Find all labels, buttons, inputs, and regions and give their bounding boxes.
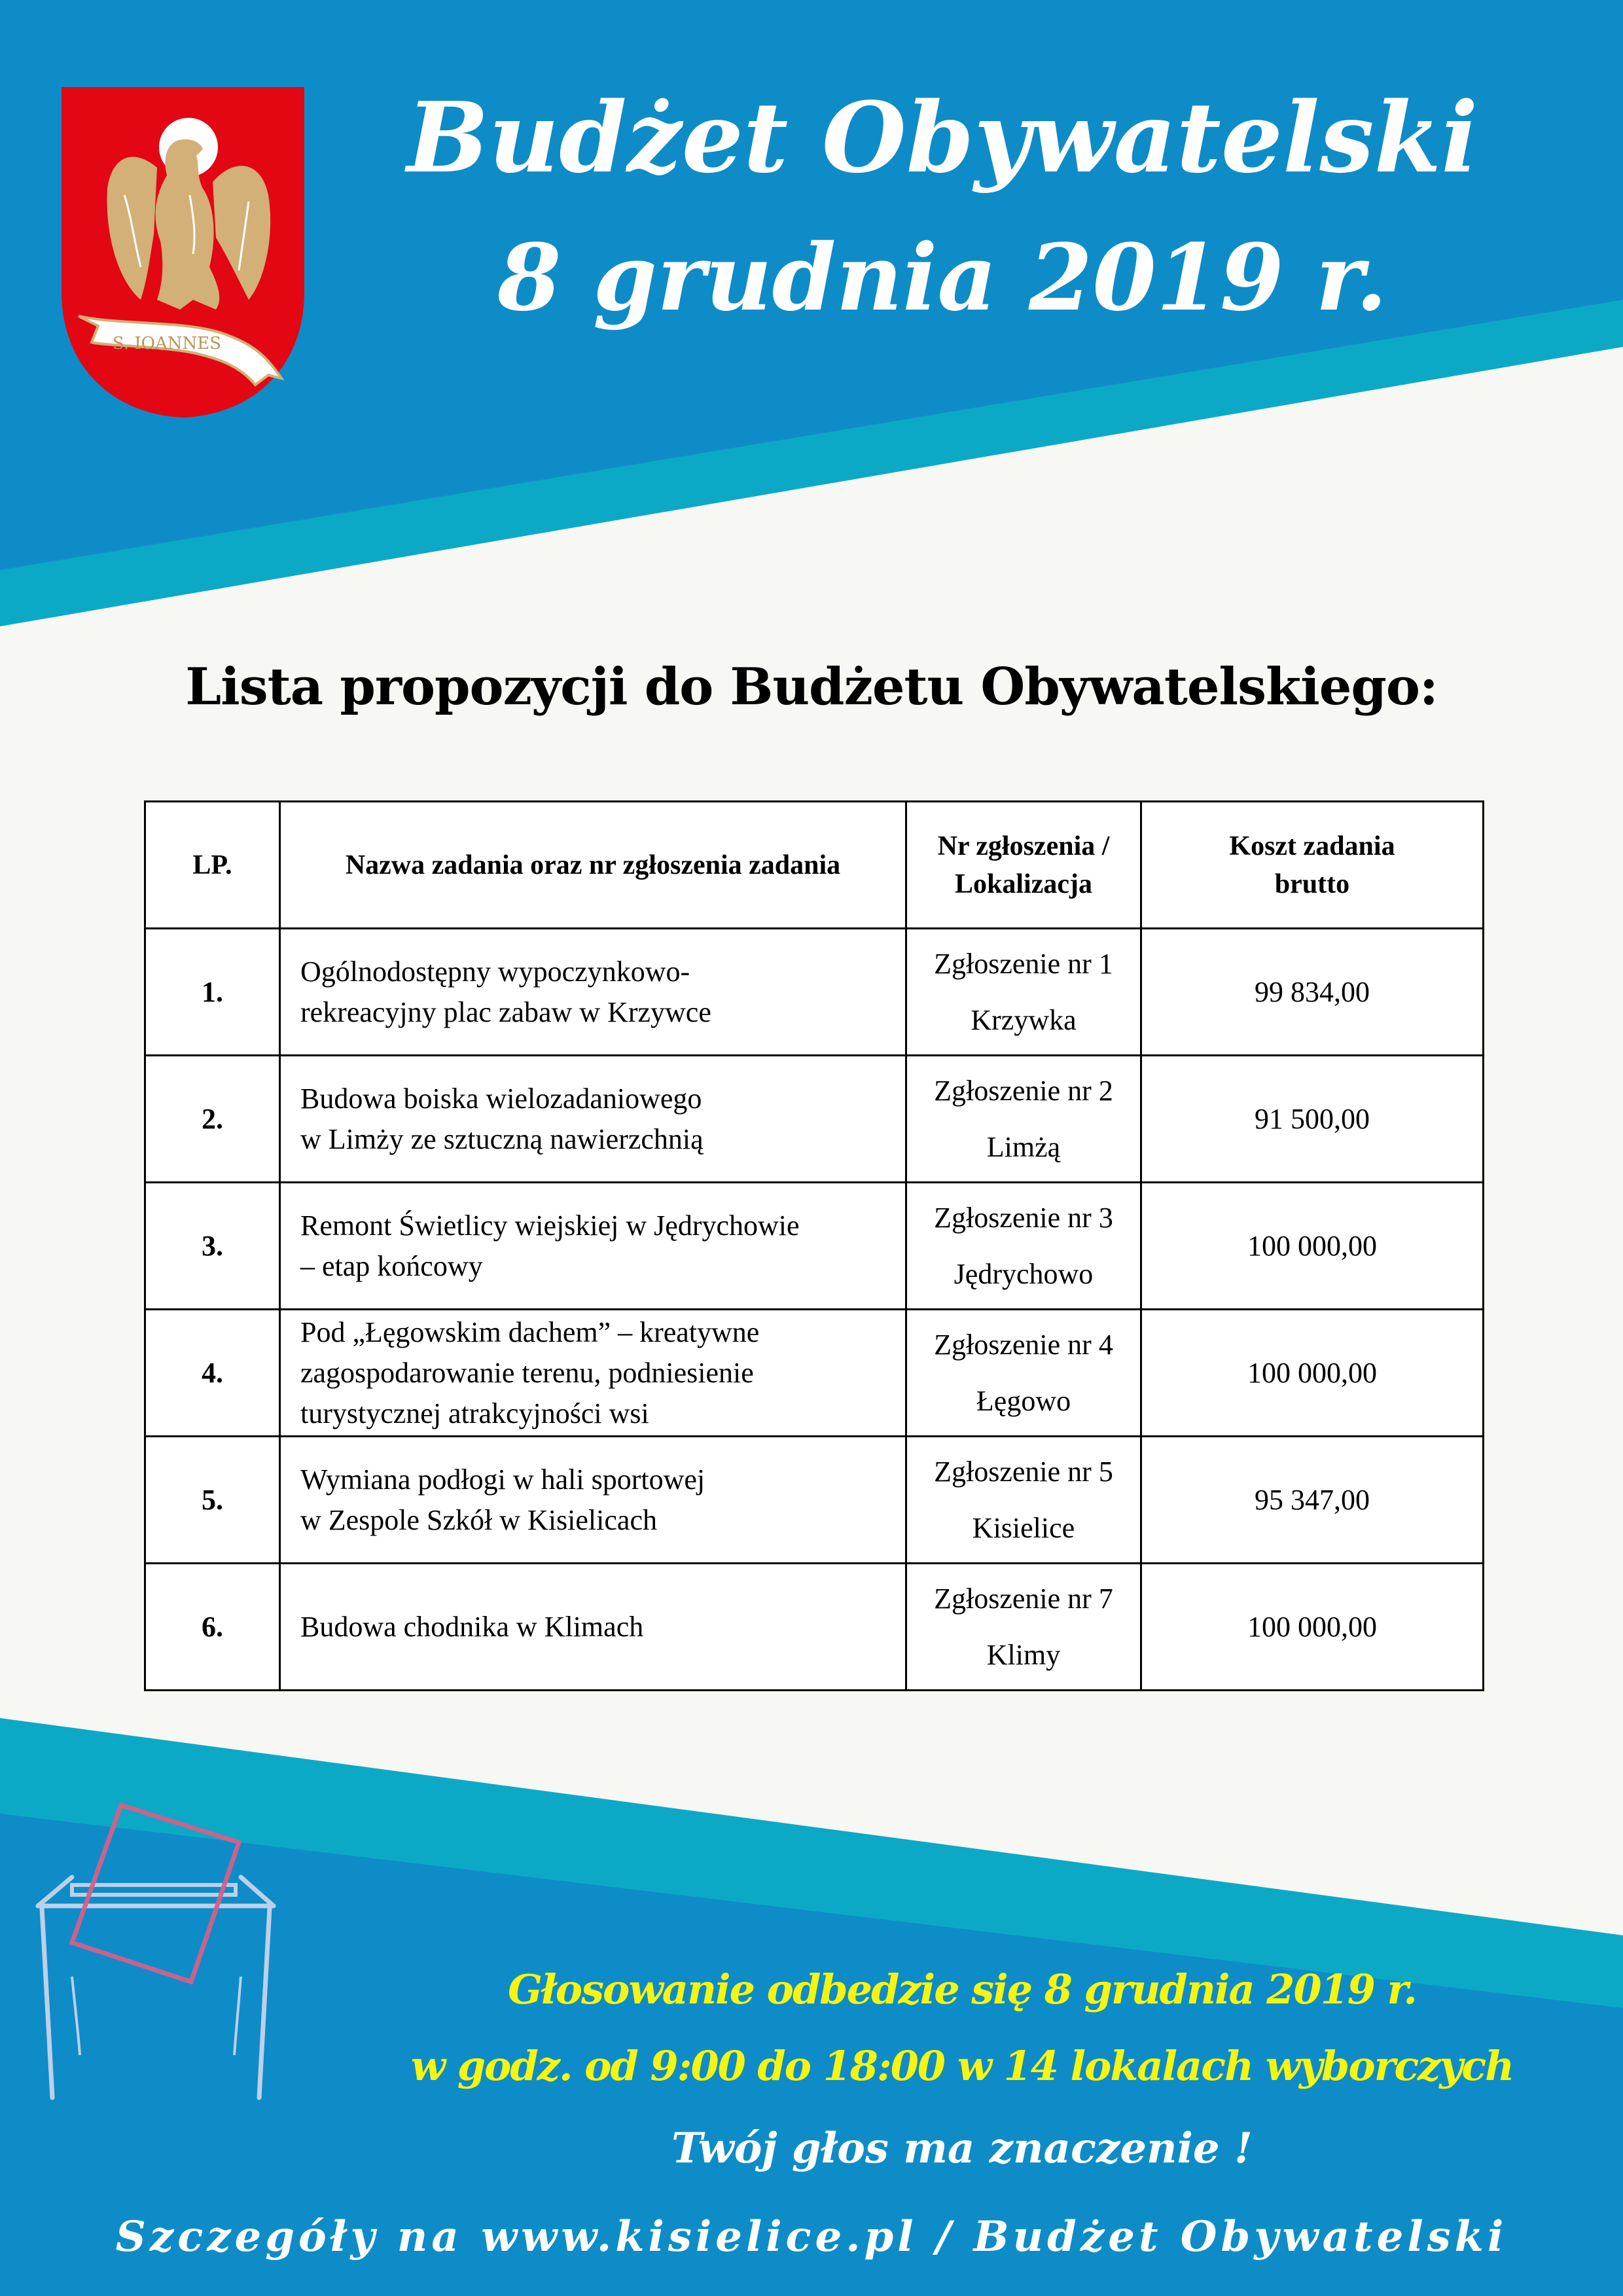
- table-row: [145, 1437, 1484, 1564]
- table-header-row: [145, 802, 1484, 929]
- column-header-location: [906, 802, 1141, 929]
- table-row: [145, 1183, 1484, 1310]
- submission-number: Zgłoszenie nr 1: [934, 947, 1113, 980]
- location-name: Krzywka: [971, 1003, 1077, 1036]
- row-number: 3.: [145, 1183, 280, 1310]
- task-name-line: – etap końcowy: [300, 1249, 483, 1282]
- location-name: Łęgowo: [976, 1384, 1071, 1417]
- column-header-location-line-2: Lokalizacja: [955, 869, 1092, 899]
- task-name-line: rekreacyjny plac zabaw w Krzywce: [300, 996, 711, 1028]
- row-number: 6.: [145, 1564, 280, 1691]
- column-header-task-name: Nazwa zadania oraz nr zgłoszenia zadania: [280, 802, 906, 929]
- ballot-box-icon: [26, 1793, 288, 2108]
- task-name-line: Budowa chodnika w Klimach: [300, 1610, 644, 1643]
- cost-cell: 100 000,00: [1141, 1564, 1484, 1691]
- table-row: [145, 1564, 1484, 1691]
- slogan-text: Twój głos ma znaczenie !: [671, 2124, 1253, 2173]
- voting-hours-text: w godz. od 9:00 do 18:00 w 14 lokalach wyborczych: [410, 2042, 1514, 2090]
- task-name-line: w Limży ze sztuczną nawierzchnią: [300, 1122, 704, 1155]
- task-name-cell: [280, 1183, 906, 1310]
- details-link-text[interactable]: Szczegóły na www.kisielice.pl / Budżet Obywatelski: [115, 2212, 1508, 2261]
- cost-cell: 100 000,00: [1141, 1183, 1484, 1310]
- task-name-line: turystycznej atrakcyjności wsi: [300, 1397, 649, 1429]
- column-header-lp: LP.: [145, 802, 280, 929]
- task-name-cell: [280, 929, 906, 1056]
- task-name-line: Pod „Łęgowskim dachem” – kreatywne: [300, 1316, 760, 1348]
- location-name: Kisielice: [972, 1511, 1075, 1544]
- cost-cell: 95 347,00: [1141, 1437, 1484, 1564]
- table-row: [145, 929, 1484, 1056]
- row-number: 1.: [145, 929, 280, 1056]
- column-header-cost-line-2: brutto: [1274, 869, 1350, 899]
- proposals-heading: Lista propozycji do Budżetu Obywatelskiego:: [185, 657, 1438, 717]
- location-cell: [906, 1310, 1141, 1437]
- submission-number: Zgłoszenie nr 2: [934, 1074, 1113, 1107]
- location-cell: [906, 1564, 1141, 1691]
- task-name-cell: [280, 1310, 906, 1437]
- task-name-cell: [280, 1564, 906, 1691]
- event-date: 8 grudnia 2019 r.: [497, 224, 1387, 332]
- column-header-location-line-1: Nr zgłoszenia /: [937, 831, 1110, 861]
- submission-number: Zgłoszenie nr 5: [934, 1455, 1113, 1488]
- table-row: [145, 1310, 1484, 1437]
- cost-cell: 91 500,00: [1141, 1056, 1484, 1183]
- task-name-line: Ogólnodostępny wypoczynkowo-: [300, 955, 690, 988]
- row-number: 4.: [145, 1310, 280, 1437]
- location-cell: [906, 1183, 1141, 1310]
- task-name-line: Remont Świetlicy wiejskiej w Jędrychowie: [300, 1209, 800, 1242]
- location-cell: [906, 1056, 1141, 1183]
- task-name-cell: [280, 1437, 906, 1564]
- coat-of-arms-eagle-icon: [59, 84, 308, 421]
- voting-date-text: Głosowanie odbedzie się 8 grudnia 2019 r.: [507, 1965, 1417, 2013]
- task-name-line: Wymiana podłogi w hali sportowej: [300, 1463, 705, 1496]
- location-name: Klimy: [986, 1638, 1061, 1671]
- column-header-cost-line-1: Koszt zadania: [1229, 831, 1395, 861]
- location-name: Jędrychowo: [954, 1257, 1094, 1290]
- submission-number: Zgłoszenie nr 4: [934, 1328, 1113, 1361]
- location-name: Limżą: [986, 1130, 1061, 1163]
- proposals-table: [144, 800, 1484, 1691]
- submission-number: Zgłoszenie nr 3: [934, 1201, 1113, 1234]
- crest-scroll-text: S. IOANNES: [112, 334, 222, 353]
- location-cell: [906, 1437, 1141, 1564]
- row-number: 5.: [145, 1437, 280, 1564]
- task-name-cell: [280, 1056, 906, 1183]
- row-number: 2.: [145, 1056, 280, 1183]
- cost-cell: 99 834,00: [1141, 929, 1484, 1056]
- submission-number: Zgłoszenie nr 7: [934, 1582, 1113, 1615]
- task-name-line: zagospodarowanie terenu, podniesienie: [300, 1356, 754, 1389]
- page-title: Budżet Obywatelski: [406, 81, 1478, 194]
- cost-cell: 100 000,00: [1141, 1310, 1484, 1437]
- table-row: [145, 1056, 1484, 1183]
- table-body: [145, 929, 1484, 1691]
- task-name-line: Budowa boiska wielozadaniowego: [300, 1082, 702, 1115]
- task-name-line: w Zespole Szkół w Kisielicach: [300, 1503, 657, 1536]
- column-header-cost: [1141, 802, 1484, 929]
- location-cell: [906, 929, 1141, 1056]
